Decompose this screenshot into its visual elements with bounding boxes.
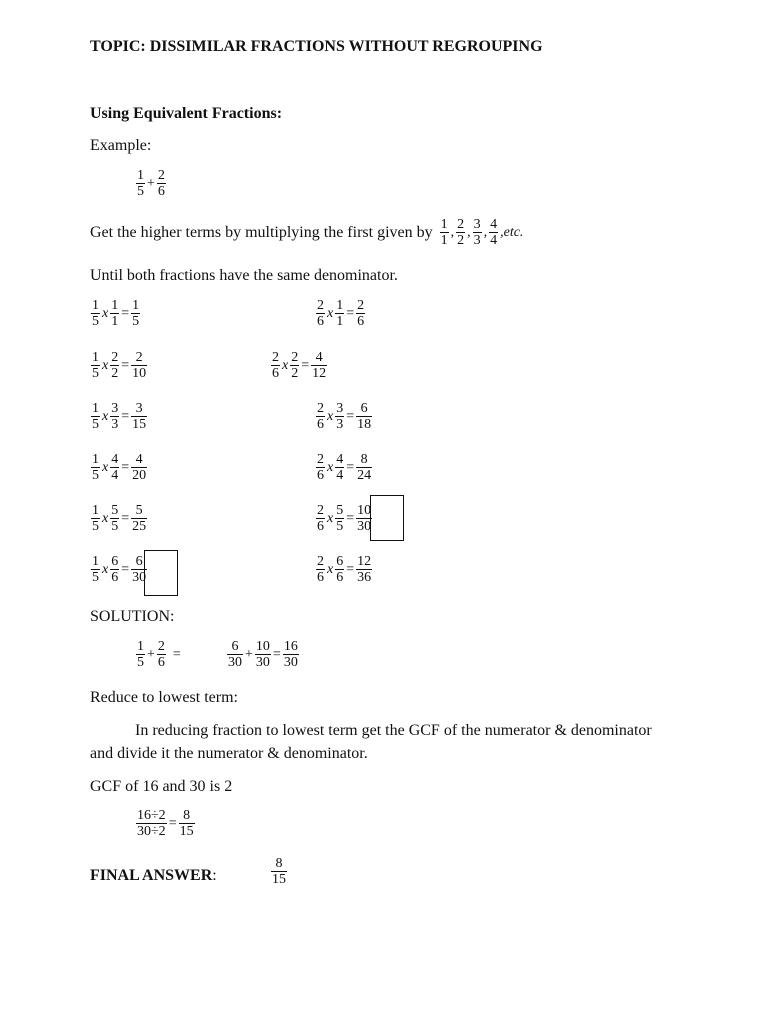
equals-sign: = <box>346 305 355 321</box>
multiplier-fraction: $\frac{2}{2}$ <box>457 217 465 248</box>
fraction: $\frac{1}{5}$ <box>92 350 99 381</box>
etc-text: ,etc. <box>500 224 524 240</box>
equivalent-fraction-row <box>90 350 148 381</box>
equals-sign: = <box>121 408 130 424</box>
fraction: $\frac{3}{3}$ <box>111 401 119 432</box>
equivalent-fraction-row <box>315 401 373 432</box>
fraction: $\frac{1}{5}$ <box>92 554 99 585</box>
equals-sign: = <box>346 561 355 577</box>
fraction: $\frac{1}{5}$ <box>92 401 99 432</box>
equivalent-fraction-row <box>315 503 373 534</box>
final-answer-value <box>270 856 288 887</box>
fraction: $\frac{5}{5}$ <box>111 503 119 534</box>
instruction-text: Get the higher terms by multiplying the first given by <box>90 223 433 241</box>
fraction: $\frac{10}{30}$ <box>255 639 270 670</box>
times-sign: x <box>102 459 109 475</box>
comma: , <box>467 224 471 240</box>
reduce-paragraph-line1: In reducing fraction to lowest term get the GCF of the numerator & denominator <box>135 722 652 739</box>
fraction: $\frac{5}{25}$ <box>132 503 147 534</box>
multiplier-fraction: $\frac{1}{1}$ <box>440 217 448 248</box>
highlight-box <box>370 495 404 541</box>
example-label: Example: <box>90 137 152 154</box>
fraction: $\frac{2}{2}$ <box>111 350 119 381</box>
page-title: TOPIC: DISSIMILAR FRACTIONS WITHOUT REGROUPING <box>90 38 543 55</box>
fraction: $\frac{2}{6}$ <box>317 298 324 329</box>
times-sign: x <box>327 459 334 475</box>
fraction: $\frac{10}{30}$ <box>357 503 372 534</box>
equivalent-fraction-row <box>90 503 148 534</box>
fraction: $\frac{4}{20}$ <box>132 452 147 483</box>
plus-sign: + <box>147 646 155 662</box>
multiplier-fraction: $\frac{3}{3}$ <box>473 217 481 248</box>
fraction: $\frac{8}{24}$ <box>357 452 372 483</box>
equivalent-fraction-row <box>90 298 141 329</box>
fraction: $\frac{5}{5}$ <box>336 503 344 534</box>
times-sign: x <box>282 357 289 373</box>
equivalent-fraction-row <box>315 554 373 585</box>
fraction: $\frac{1}{5}$ <box>92 503 99 534</box>
fraction: $\frac{2}{6}$ <box>317 554 324 585</box>
equivalent-fraction-row <box>90 401 148 432</box>
fraction: $\frac{1}{5}$ <box>137 639 144 670</box>
fraction: $\frac{2}{6}$ <box>157 639 165 670</box>
reduce-paragraph-line2: and divide it the numerator & denominator. <box>90 745 368 762</box>
fraction: $\frac{16}{30}$ <box>283 639 298 670</box>
final-answer-label <box>90 866 217 886</box>
plus-sign: + <box>147 175 155 191</box>
equivalent-fraction-row <box>270 350 328 381</box>
times-sign: x <box>327 510 334 526</box>
division-expression <box>135 808 196 839</box>
times-sign: x <box>102 561 109 577</box>
fraction: $\frac{2}{6}$ <box>157 168 165 199</box>
fraction: $\frac{3}{15}$ <box>132 401 147 432</box>
fraction: $\frac{2}{10}$ <box>132 350 147 381</box>
equivalent-fraction-row <box>90 452 148 483</box>
comma: , <box>450 224 455 240</box>
fraction: $\frac{6}{18}$ <box>357 401 372 432</box>
fraction: $\frac{1}{1}$ <box>336 298 344 329</box>
solution-rhs <box>226 639 300 670</box>
equals-sign: = <box>168 815 177 831</box>
solution-label: SOLUTION: <box>90 608 175 625</box>
times-sign: x <box>102 408 109 424</box>
fraction: $\frac{6}{6}$ <box>336 554 344 585</box>
fraction: $\frac{6}{30}$ <box>132 554 147 585</box>
fraction: $\frac{8}{15}$ <box>179 808 194 839</box>
final-answer-heading: FINAL ANSWER <box>90 867 213 884</box>
fraction: $\frac{1}{5}$ <box>132 298 140 329</box>
equals-sign: = <box>121 357 130 373</box>
times-sign: x <box>102 357 109 373</box>
equals-sign: = <box>172 646 181 662</box>
equivalent-fraction-row <box>315 298 366 329</box>
equals-sign: = <box>121 510 130 526</box>
solution-lhs <box>135 639 182 670</box>
fraction: $\frac{4}{4}$ <box>111 452 119 483</box>
fraction: $\frac{2}{6}$ <box>317 452 324 483</box>
fraction: $\frac{2}{6}$ <box>272 350 279 381</box>
equals-sign: = <box>346 459 355 475</box>
comma: , <box>483 224 488 240</box>
highlight-box <box>144 550 178 596</box>
fraction: $\frac{2}{6}$ <box>317 503 324 534</box>
equals-sign: = <box>121 305 130 321</box>
fraction: $\frac{6}{30}$ <box>228 639 242 670</box>
final-answer-colon: : <box>212 867 217 884</box>
fraction: $\frac{12}{36}$ <box>357 554 372 585</box>
times-sign: x <box>327 305 334 321</box>
fraction: $\frac{1}{5}$ <box>92 298 99 329</box>
reduce-label: Reduce to lowest term: <box>90 689 238 706</box>
multiplier-fraction: $\frac{4}{4}$ <box>490 217 498 248</box>
example-expression <box>135 168 167 199</box>
fraction: $\frac{2}{6}$ <box>357 298 365 329</box>
equals-sign: = <box>301 357 310 373</box>
times-sign: x <box>102 305 109 321</box>
equals-sign: = <box>121 561 130 577</box>
fraction: $\frac{6}{6}$ <box>111 554 119 585</box>
instruction-same-denominator: Until both fractions have the same denominator. <box>90 267 398 284</box>
fraction: $\frac{16\div 2}{30\div 2}$ <box>137 808 166 839</box>
equivalent-fraction-row <box>90 554 148 585</box>
fraction: $\frac{3}{3}$ <box>336 401 344 432</box>
times-sign: x <box>327 561 334 577</box>
fraction: $\frac{1}{5}$ <box>92 452 99 483</box>
equals-sign: = <box>346 510 355 526</box>
fraction: $\frac{8}{15}$ <box>272 856 286 887</box>
times-sign: x <box>102 510 109 526</box>
equals-sign: = <box>346 408 355 424</box>
fraction: $\frac{1}{1}$ <box>111 298 119 329</box>
fraction: $\frac{4}{4}$ <box>336 452 344 483</box>
instruction-higher-terms <box>90 217 524 248</box>
gcf-statement: GCF of 16 and 30 is 2 <box>90 778 233 795</box>
equivalent-fraction-row <box>315 452 373 483</box>
plus-sign: + <box>245 646 253 662</box>
equals-sign: = <box>121 459 130 475</box>
fraction: $\frac{4}{12}$ <box>312 350 327 381</box>
fraction: $\frac{1}{5}$ <box>137 168 144 199</box>
times-sign: x <box>327 408 334 424</box>
equals-sign: = <box>272 646 281 662</box>
fraction: $\frac{2}{6}$ <box>317 401 324 432</box>
section-heading: Using Equivalent Fractions: <box>90 105 283 122</box>
fraction: $\frac{2}{2}$ <box>291 350 299 381</box>
